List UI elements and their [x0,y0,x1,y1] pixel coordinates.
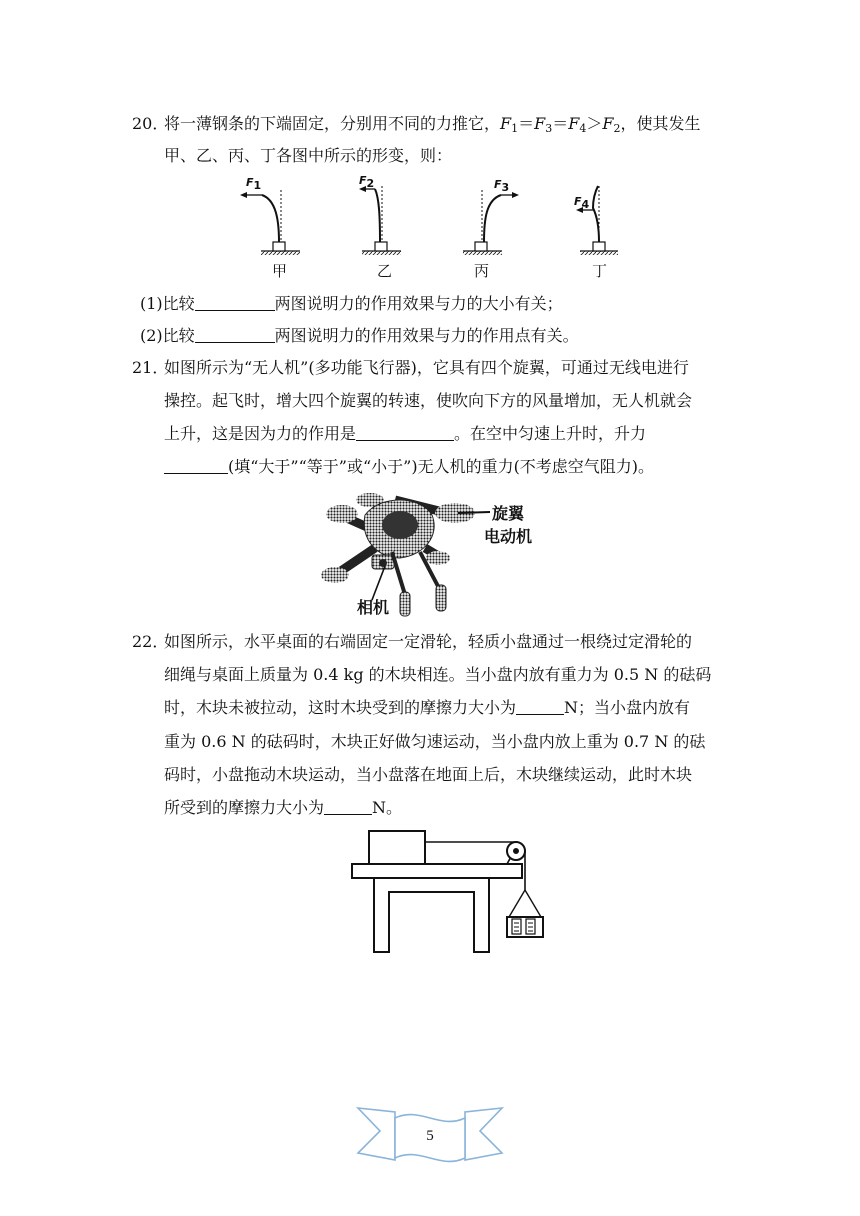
q21-number: 21． [132,358,169,377]
q20-sub-1: (1)比较 两图说明力的作用效果与力的大小有关； [140,294,563,313]
q21-line-2: 操控。起飞时，增大四个旋翼的转速，使吹向下方的风量增加，无人机就会 [164,391,693,410]
force-label-3: $F_3$ [494,178,510,194]
caption-yi: 乙 [377,262,393,280]
q22-line-3: 时，木块未被拉动，这时木块受到的摩擦力大小为 N；当小盘内放有 [164,698,691,717]
page-number: 5 [426,1128,434,1144]
q22-line-2: 细绳与桌面上质量为 0.4 kg 的木块相连。当小盘内放有重力为 0.5 N 的砝码 [164,665,712,684]
caption-bing: 丙 [474,262,490,280]
force-label-1: $F_1$ [246,176,262,192]
q22-number: 22． [132,632,169,651]
label-camera: 相机 [357,598,390,617]
q21-line-3: 上升，这是因为力的作用是 。在空中匀速上升时，升力 [164,424,647,443]
label-rotor: 旋翼 [492,504,525,523]
force-label-2: $F_2$ [359,174,375,190]
force-label-4: $F_4$ [574,195,590,211]
caption-ding: 丁 [592,262,608,280]
q20-number: 20． [132,114,169,133]
q21-line-4: (填“大于”“等于”或“小于”)无人机的重力(不考虑空气阻力)。 [164,457,654,477]
q22-line-5: 码时，小盘拖动木块运动，当小盘落在地面上后，木块继续运动，此时木块 [164,765,693,784]
q20-line-2: 甲、乙、丙、丁各图中所示的形变，则： [164,146,453,165]
q20-sub-2: (2)比较 两图说明力的作用效果与力的作用点有关。 [140,326,579,345]
q22-line-1: 如图所示，水平桌面的右端固定一定滑轮，轻质小盘通过一根绕过定滑轮的 [164,632,693,651]
q20-line-1: 将一薄钢条的下端固定，分别用不同的力推它，$F_1=F_3=F_4>F_2$，使其发生 [164,114,701,135]
caption-jia: 甲 [272,262,288,280]
q22-line-6: 所受到的摩擦力大小为 N。 [164,798,403,817]
q21-line-1: 如图所示为“无人机”(多功能飞行器)，它具有四个旋翼，可通过无线电进行 [164,358,689,377]
label-motor: 电动机 [484,527,533,546]
q22-line-4: 重为 0.6 N 的砝码时，木块正好做匀速运动，当小盘内放上重为 0.7 N 的砝 [164,732,706,751]
